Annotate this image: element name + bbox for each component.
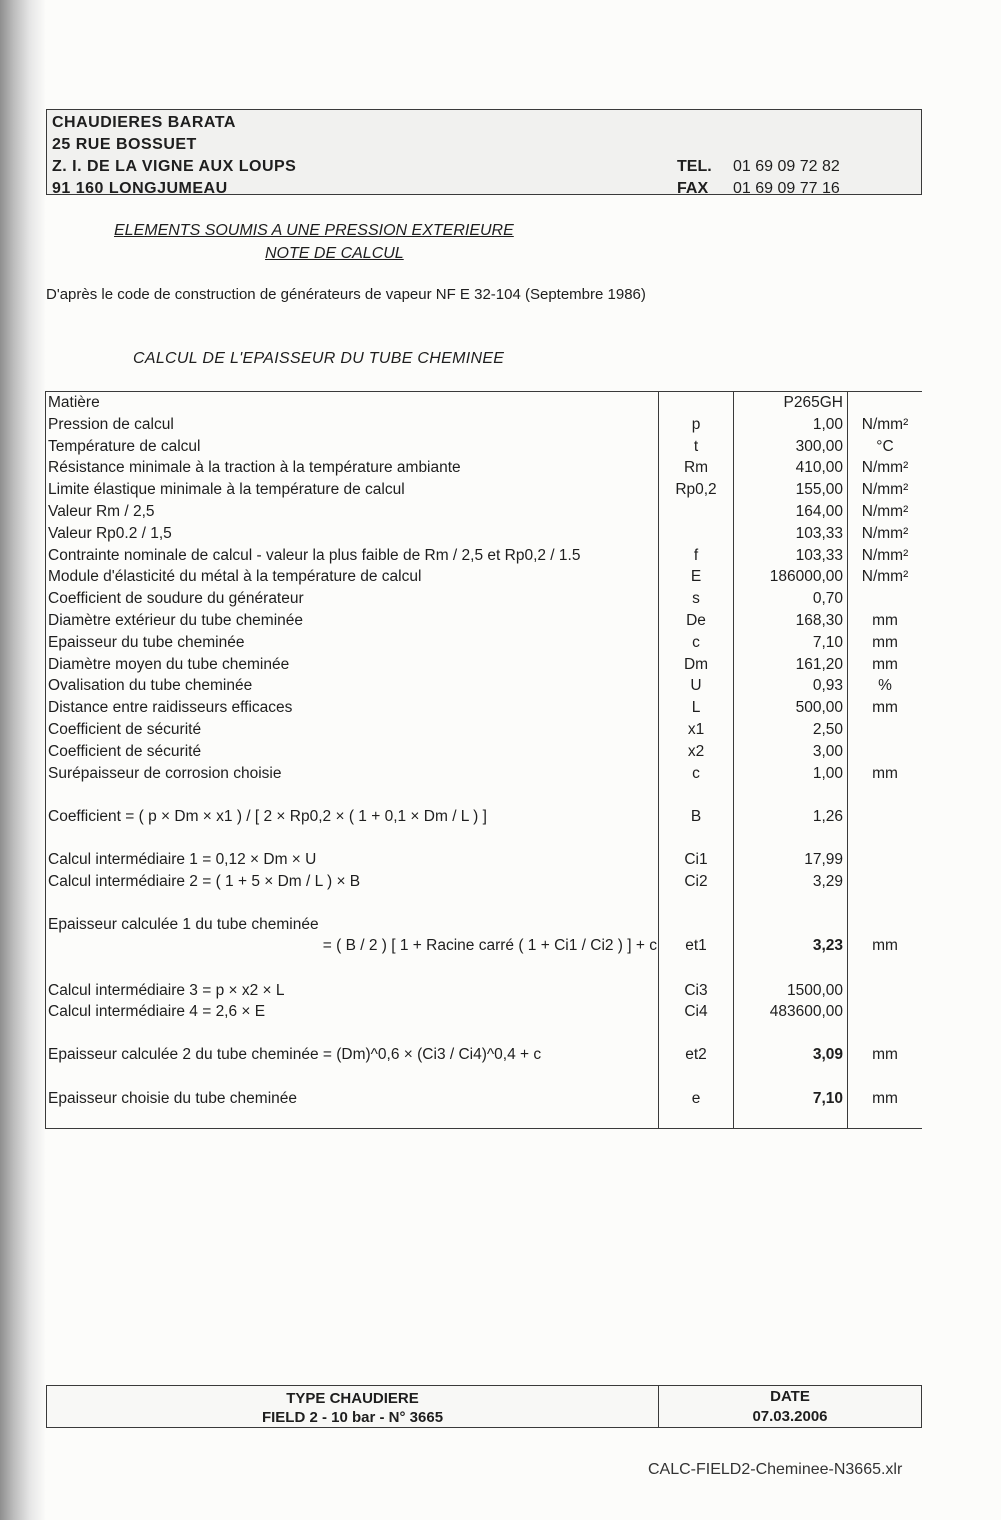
row-unit: N/mm² bbox=[861, 547, 909, 564]
row-symbol: E bbox=[690, 568, 702, 585]
row-symbol: t bbox=[693, 438, 699, 455]
row-label: Température de calcul bbox=[48, 438, 201, 455]
row-symbol: Rp0,2 bbox=[675, 481, 717, 498]
row-value: 168,30 bbox=[795, 612, 843, 629]
row-unit: N/mm² bbox=[861, 503, 909, 520]
row-value: 3,00 bbox=[812, 743, 843, 760]
et1-formula: = ( B / 2 ) [ 1 + Racine carré ( 1 + Ci1 / Ci2 ) ] + c bbox=[322, 937, 657, 954]
row-symbol: f bbox=[693, 547, 699, 564]
column-divider-symbol bbox=[658, 391, 659, 1129]
row-unit: N/mm² bbox=[861, 459, 909, 476]
ci2-symbol: Ci2 bbox=[684, 873, 708, 890]
row-symbol: De bbox=[686, 612, 706, 629]
et1-title: Epaisseur calculée 1 du tube cheminée bbox=[48, 916, 319, 933]
row-label: Coefficient de soudure du générateur bbox=[48, 590, 304, 607]
row-value: 2,50 bbox=[812, 721, 843, 738]
row-value: 186000,00 bbox=[769, 568, 843, 585]
row-symbol: L bbox=[691, 699, 701, 716]
row-unit: °C bbox=[876, 438, 894, 455]
fax-label: FAX bbox=[677, 180, 709, 197]
row-symbol: p bbox=[691, 416, 701, 433]
column-divider-value bbox=[733, 391, 734, 1129]
row-unit: N/mm² bbox=[861, 481, 909, 498]
row-value: 103,33 bbox=[795, 547, 843, 564]
row-value: 0,70 bbox=[812, 590, 843, 607]
company-header bbox=[46, 109, 922, 195]
row-value: P265GH bbox=[783, 394, 843, 411]
row-label: Ovalisation du tube cheminée bbox=[48, 677, 253, 694]
row-label: Valeur Rm / 2,5 bbox=[48, 503, 155, 520]
row-unit: mm bbox=[872, 634, 898, 651]
row-unit: N/mm² bbox=[861, 525, 909, 542]
et1-symbol: et1 bbox=[685, 937, 707, 954]
row-label: Résistance minimale à la traction à la température ambiante bbox=[48, 459, 461, 476]
section-title: CALCUL DE L'EPAISSEUR DU TUBE CHEMINEE bbox=[133, 350, 505, 367]
et2-value: 3,09 bbox=[812, 1046, 843, 1063]
standard-reference: D'après le code de construction de générateurs de vapeur NF E 32-104 (Septembre 1986) bbox=[46, 286, 646, 303]
ci4-value: 483600,00 bbox=[769, 1003, 843, 1020]
document-title: ELEMENTS SOUMIS A UNE PRESSION EXTERIEURE bbox=[114, 222, 514, 239]
date-label: DATE bbox=[770, 1388, 810, 1405]
footer-box bbox=[46, 1385, 922, 1428]
row-value: 103,33 bbox=[795, 525, 843, 542]
row-unit: % bbox=[878, 677, 892, 694]
coef-value: 1,26 bbox=[812, 808, 843, 825]
row-label: Matière bbox=[48, 394, 100, 411]
e-value: 7,10 bbox=[812, 1090, 843, 1107]
company-street: 25 RUE BOSSUET bbox=[52, 136, 197, 153]
ci3-symbol: Ci3 bbox=[684, 982, 708, 999]
company-name: CHAUDIERES BARATA bbox=[52, 114, 236, 131]
row-label: Pression de calcul bbox=[48, 416, 174, 433]
file-name: CALC-FIELD2-Cheminee-N3665.xlr bbox=[648, 1461, 903, 1478]
company-city: 91 160 LONGJUMEAU bbox=[52, 180, 228, 197]
coef-symbol: B bbox=[690, 808, 702, 825]
e-unit: mm bbox=[872, 1090, 898, 1107]
et1-unit: mm bbox=[872, 937, 898, 954]
ci1-symbol: Ci1 bbox=[684, 851, 708, 868]
row-value: 164,00 bbox=[795, 503, 843, 520]
column-divider-unit bbox=[847, 391, 848, 1129]
row-symbol: c bbox=[692, 765, 700, 782]
row-value: 1,00 bbox=[812, 765, 843, 782]
row-value: 7,10 bbox=[812, 634, 843, 651]
tel-number: 01 69 09 72 82 bbox=[733, 158, 840, 175]
document-subtitle: NOTE DE CALCUL bbox=[265, 245, 404, 262]
e-symbol: e bbox=[691, 1090, 701, 1107]
ci4-symbol: Ci4 bbox=[684, 1003, 708, 1020]
boiler-type-value: FIELD 2 - 10 bar - N° 3665 bbox=[261, 1409, 444, 1426]
row-symbol: x1 bbox=[687, 721, 705, 738]
date-value: 07.03.2006 bbox=[752, 1408, 828, 1425]
et2-unit: mm bbox=[872, 1046, 898, 1063]
row-value: 161,20 bbox=[795, 656, 843, 673]
row-label: Limite élastique minimale à la température de calcul bbox=[48, 481, 405, 498]
fax-number: 01 69 09 77 16 bbox=[733, 180, 840, 197]
row-unit: N/mm² bbox=[861, 416, 909, 433]
row-symbol: U bbox=[690, 677, 702, 694]
coef-label: Coefficient = ( p × Dm × x1 ) / [ 2 × Rp0,2 × ( 1 + 0,1 × Dm / L ) ] bbox=[48, 808, 487, 825]
ci2-label: Calcul intermédiaire 2 = ( 1 + 5 × Dm / L ) × B bbox=[48, 873, 361, 890]
row-label: Coefficient de sécurité bbox=[48, 743, 202, 760]
row-symbol: c bbox=[692, 634, 700, 651]
row-value: 500,00 bbox=[795, 699, 843, 716]
page-binding-shadow bbox=[0, 0, 46, 1520]
row-unit: N/mm² bbox=[861, 568, 909, 585]
et2-label: Epaisseur calculée 2 du tube cheminée = (Dm)^0,6 × (Ci3 / Ci4)^0,4 + c bbox=[48, 1046, 542, 1063]
row-unit: mm bbox=[872, 656, 898, 673]
row-symbol: Rm bbox=[683, 459, 709, 476]
row-symbol: s bbox=[692, 590, 700, 607]
row-label: Valeur Rp0.2 / 1,5 bbox=[48, 525, 172, 542]
row-label: Module d'élasticité du métal à la température de calcul bbox=[48, 568, 422, 585]
row-unit: mm bbox=[872, 765, 898, 782]
row-symbol: Dm bbox=[683, 656, 709, 673]
ci1-value: 17,99 bbox=[804, 851, 843, 868]
ci3-value: 1500,00 bbox=[786, 982, 843, 999]
e-label: Epaisseur choisie du tube cheminée bbox=[48, 1090, 298, 1107]
et2-symbol: et2 bbox=[685, 1046, 707, 1063]
row-label: Diamètre moyen du tube cheminée bbox=[48, 656, 290, 673]
row-label: Distance entre raidisseurs efficaces bbox=[48, 699, 293, 716]
ci4-label: Calcul intermédiaire 4 = 2,6 × E bbox=[48, 1003, 266, 1020]
ci2-value: 3,29 bbox=[812, 873, 843, 890]
ci3-label: Calcul intermédiaire 3 = p × x2 × L bbox=[48, 982, 285, 999]
company-zone: Z. I. DE LA VIGNE AUX LOUPS bbox=[52, 158, 297, 175]
row-symbol: x2 bbox=[687, 743, 705, 760]
company-contact bbox=[677, 156, 840, 200]
row-label: Surépaisseur de corrosion choisie bbox=[48, 765, 282, 782]
boiler-type-label: TYPE CHAUDIERE bbox=[286, 1390, 419, 1407]
row-value: 1,00 bbox=[812, 416, 843, 433]
row-unit: mm bbox=[872, 699, 898, 716]
row-label: Coefficient de sécurité bbox=[48, 721, 202, 738]
row-label: Contrainte nominale de calcul - valeur la plus faible de Rm / 2,5 et Rp0,2 / 1.5 bbox=[48, 547, 581, 564]
company-address bbox=[52, 112, 296, 200]
row-value: 410,00 bbox=[795, 459, 843, 476]
row-label: Diamètre extérieur du tube cheminée bbox=[48, 612, 304, 629]
et1-value: 3,23 bbox=[812, 937, 843, 954]
row-unit: mm bbox=[872, 612, 898, 629]
ci1-label: Calcul intermédiaire 1 = 0,12 × Dm × U bbox=[48, 851, 317, 868]
row-value: 300,00 bbox=[795, 438, 843, 455]
row-value: 0,93 bbox=[812, 677, 843, 694]
row-value: 155,00 bbox=[795, 481, 843, 498]
tel-label: TEL. bbox=[677, 158, 712, 175]
row-label: Epaisseur du tube cheminée bbox=[48, 634, 245, 651]
